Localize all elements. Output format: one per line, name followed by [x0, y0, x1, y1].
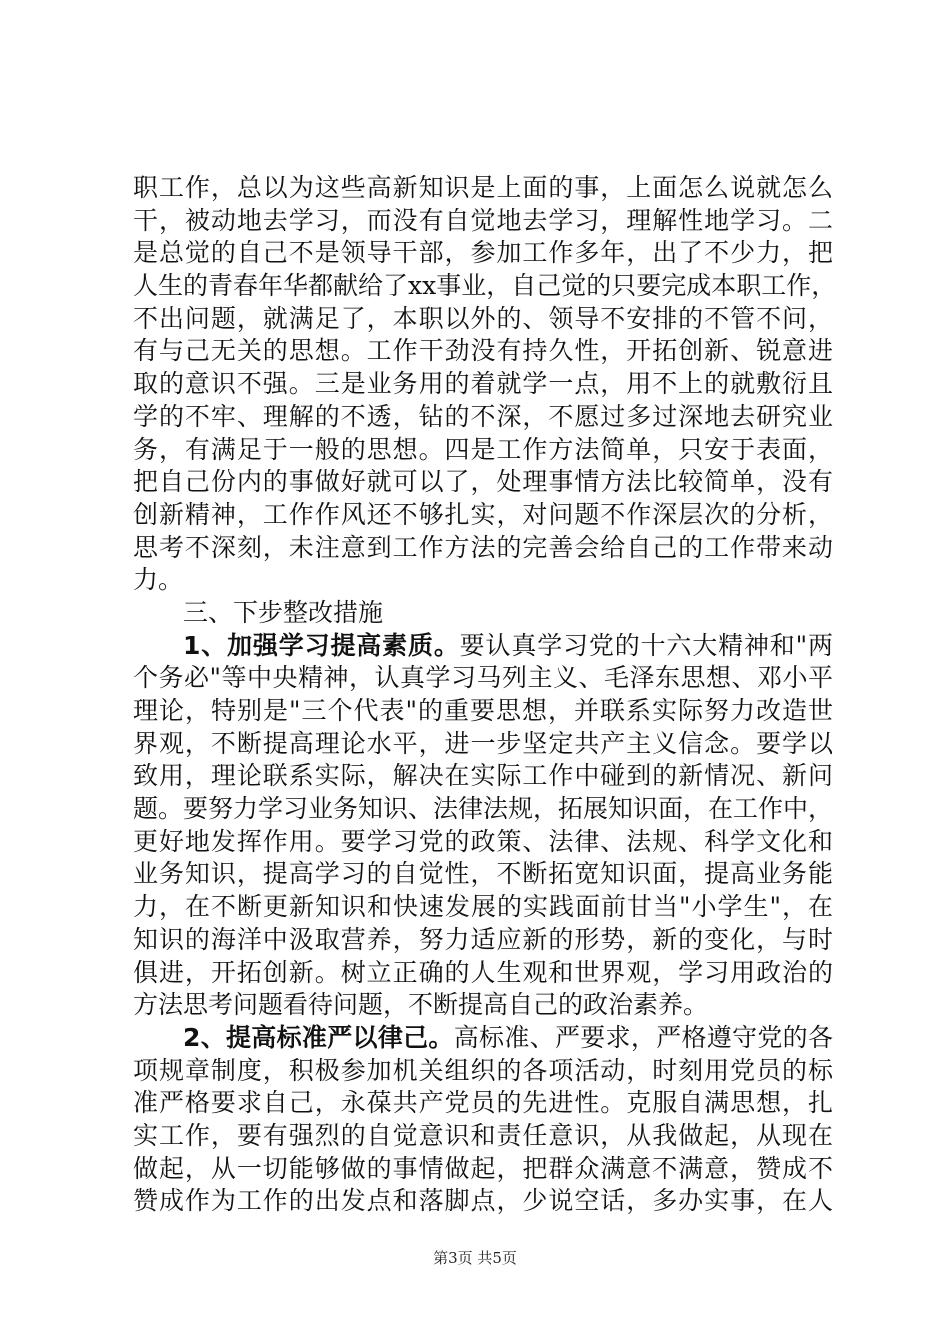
text-line: 方法思考问题看待问题，不断提高自己的政治素养。 [133, 990, 709, 1020]
paragraph-first-line [133, 1022, 833, 1055]
text-line: 个务必"等中央精神，认真学习马列主义、毛泽东思想、邓小平 [133, 663, 833, 693]
text-line: 赞成作为工作的出发点和落脚点，少说空话，多办实事，在人 [133, 1186, 833, 1216]
text-line: 实工作，要有强烈的自觉意识和责任意识，从我做起，从现在 [133, 1120, 833, 1150]
text-line: 业务知识，提高学习的自觉性，不断拓宽知识面，提高业务能 [133, 859, 833, 889]
text-line: 是总觉的自己不是领导干部，参加工作多年，出了不少力，把 [133, 238, 833, 268]
subheading: 1、加强学习提高素质。 [183, 630, 460, 660]
text-line: 学的不牢、理解的不透，钻的不深，不愿过多过深地去研究业 [133, 401, 833, 431]
text-line: 力，在不断更新知识和快速发展的实践面前甘当"小学生"，在 [133, 892, 833, 922]
text-line: 做起，从一切能够做的事情做起，把群众满意不满意，赞成不 [133, 1153, 833, 1183]
text-line: 题。要努力学习业务知识、法律法规，拓展知识面，在工作中， [133, 794, 834, 824]
text-line: 干，被动地去学习，而没有自觉地去学习，理解性地学习。二 [133, 205, 833, 235]
document-body [133, 172, 837, 1218]
section-heading: 三、下步整改措施 [183, 597, 384, 627]
text-line: 更好地发挥作用。要学习党的政策、法律、法规、科学文化和 [133, 826, 833, 856]
text-run: 要认真学习党的十六大精神和"两 [459, 630, 833, 660]
text-line: 有与己无关的思想。工作干劲没有持久性，开拓创新、锐意进 [133, 336, 833, 366]
text-line: 致用，理论联系实际，解决在实际工作中碰到的新情况、新问 [133, 761, 833, 791]
text-line: 项规章制度，积极参加机关组织的各项活动，时刻用党员的标 [133, 1055, 833, 1085]
text-line: 创新精神，工作作风还不够扎实，对问题不作深层次的分析， [133, 499, 833, 529]
text-line: 务，有满足于一般的思想。四是工作方法简单，只安于表面， [133, 434, 833, 464]
subheading: 2、提高标准严以律己。 [183, 1022, 454, 1052]
text-line: 准严格要求自己，永葆共产党员的先进性。克服自满思想，扎 [133, 1088, 833, 1118]
text-line: 职工作，总以为这些高新知识是上面的事，上面怎么说就怎么 [133, 173, 833, 202]
text-line: 俱进，开拓创新。树立正确的人生观和世界观，学习用政治的 [133, 957, 833, 987]
text-line: 思考不深刻，未注意到工作方法的完善会给自己的工作带来动 [133, 532, 833, 562]
text-line: 知识的海洋中汲取营养，努力适应新的形势，新的变化，与时 [133, 924, 833, 954]
text-line: 理论，特别是"三个代表"的重要思想，并联系实际努力改造世 [133, 696, 833, 725]
text-line: 取的意识不强。三是业务用的着就学一点，用不上的就敷衍且 [133, 369, 833, 399]
text-line: 力。 [133, 565, 184, 595]
text-line: 人生的青春年华都献给了xx事业，自己觉的只要完成本职工作， [133, 271, 837, 301]
text-line: 界观，不断提高理论水平，进一步坚定共产主义信念。要学以 [133, 728, 833, 758]
text-run: 高标准、严要求，严格遵守党的各 [453, 1022, 833, 1052]
paragraph-first-line [133, 630, 833, 663]
text-line: 把自己份内的事做好就可以了，处理事情方法比较简单，没有 [133, 467, 833, 497]
text-line: 不出问题，就满足了，本职以外的、领导不安排的不管不问， [133, 303, 833, 333]
page-number: 第3页 共5页 [433, 1249, 517, 1267]
